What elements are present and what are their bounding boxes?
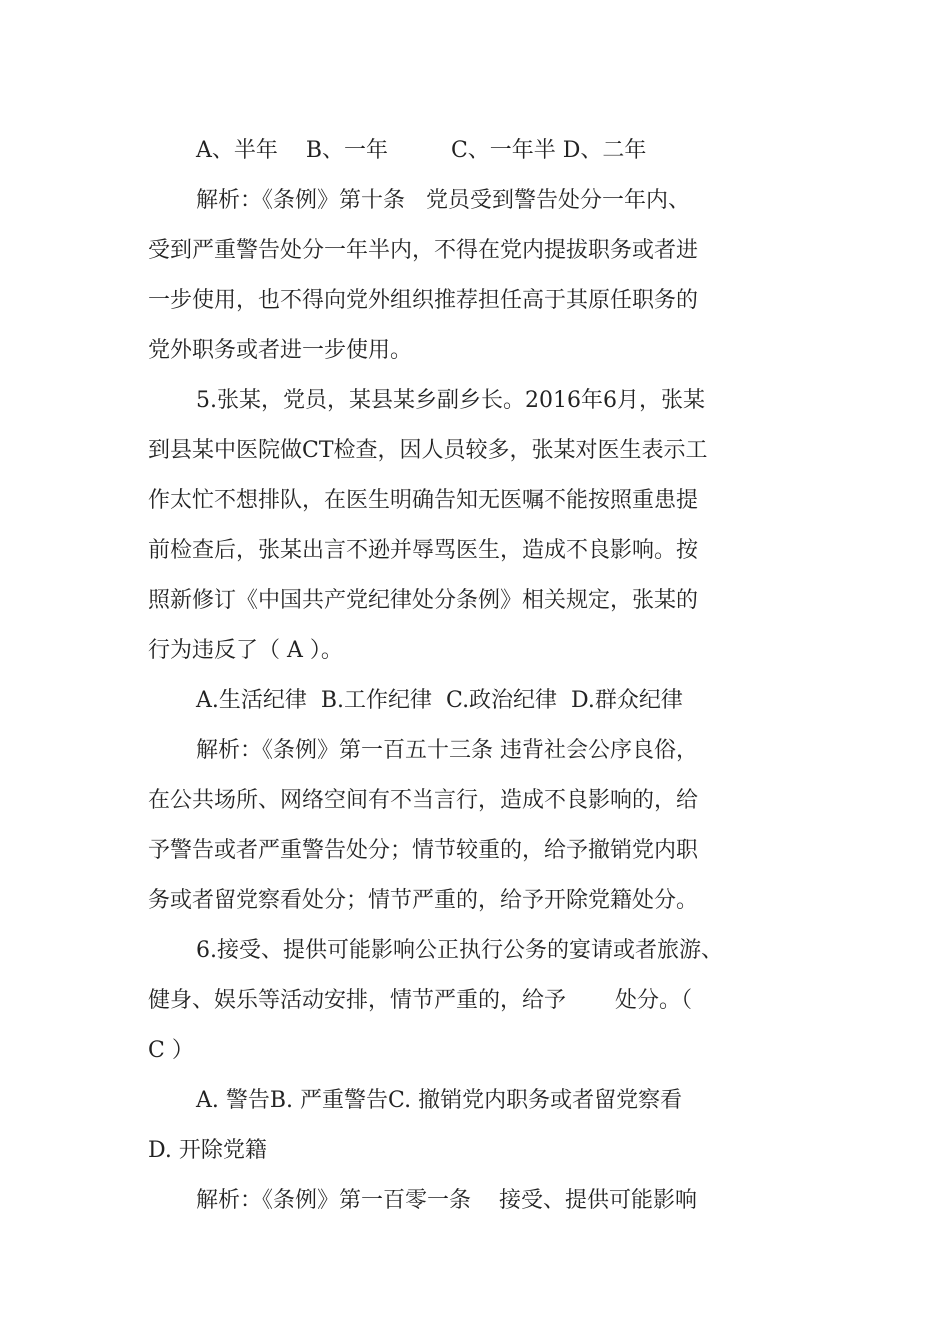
- paragraph-line: 一步使用，也不得向党外组织推荐担任高于其原任职务的: [148, 288, 699, 313]
- paragraph-line: 前检查后，张某出言不逊并辱骂医生，造成不良影响。按: [148, 538, 699, 563]
- paragraph-line: C ）: [148, 1038, 194, 1063]
- option-line: A、半年 B、一年 C、一年半 D、二年: [196, 138, 647, 163]
- paragraph-line: 到县某中医院做CT检查，因人员较多，张某对医生表示工: [148, 438, 708, 463]
- paragraph-line: 务或者留党察看处分；情节严重的，给予开除党籍处分。: [148, 888, 699, 913]
- option-line: A. 警告B. 严重警告C. 撤销党内职务或者留党察看: [196, 1088, 683, 1113]
- paragraph-line: 在公共场所、网络空间有不当言行，造成不良影响的，给: [148, 788, 699, 813]
- paragraph-line: 作太忙不想排队，在医生明确告知无医嘱不能按照重患提: [148, 488, 699, 513]
- paragraph-line: 照新修订《中国共产党纪律处分条例》相关规定，张某的: [148, 588, 699, 613]
- paragraph-line: 健身、娱乐等活动安排，情节严重的，给予 处分。（: [148, 988, 692, 1013]
- question-line: 6.接受、提供可能影响公正执行公务的宴请或者旅游、: [196, 938, 723, 963]
- question-line: 5.张某，党员，某县某乡副乡长。2016年6月，张某: [196, 388, 705, 413]
- option-line: A.生活纪律 B.工作纪律 C.政治纪律 D.群众纪律: [196, 688, 683, 713]
- analysis-line: 解析：《条例》第十条 党员受到警告处分一年内、: [196, 188, 690, 213]
- analysis-line: 解析：《条例》第一百零一条 接受、提供可能影响: [196, 1188, 697, 1213]
- paragraph-line: 受到严重警告处分一年半内，不得在党内提拔职务或者进: [148, 238, 699, 263]
- analysis-line: 解析：《条例》第一百五十三条 违背社会公序良俗，: [196, 738, 698, 763]
- paragraph-line: 行为违反了（ A ）。: [148, 638, 343, 663]
- paragraph-line: 予警告或者严重警告处分；情节较重的，给予撤销党内职: [148, 838, 699, 863]
- paragraph-line: D. 开除党籍: [148, 1138, 267, 1163]
- paragraph-line: 党外职务或者进一步使用。: [148, 338, 413, 363]
